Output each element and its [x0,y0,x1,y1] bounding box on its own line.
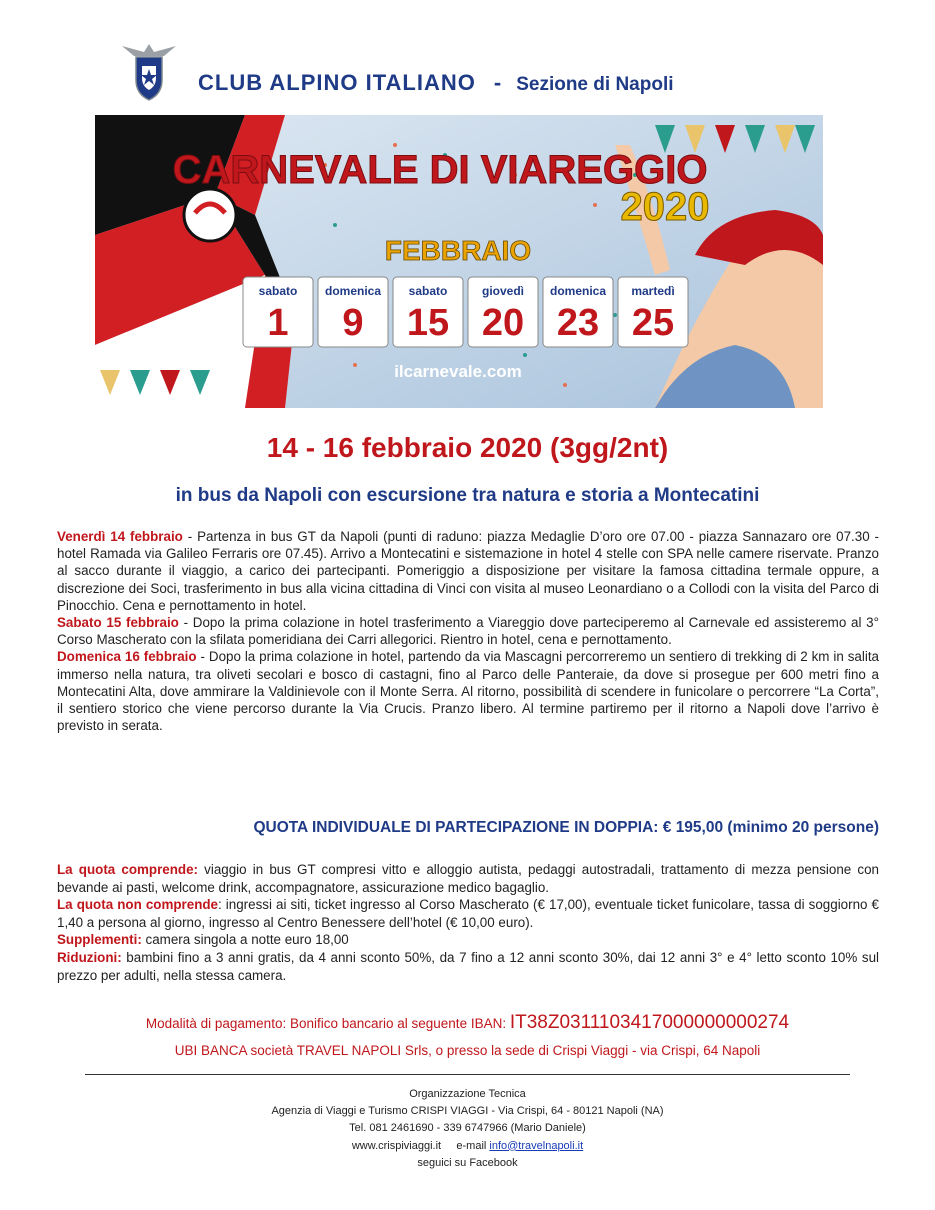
date-number: 15 [406,302,450,344]
date-card [543,277,613,347]
condition-text: : ingressi ai siti, ticket ingresso al Corso Mascherato (€ 17,00), eventuale ticket funicolare, tassa di soggiorno € 1,40 a persona al giorno, ingresso al Centro Benessere dell’hotel (€ 10,00 euro). [57,897,879,930]
itinerary-day-label: Sabato 15 febbraio [57,615,179,631]
payment-info [0,1012,935,1034]
condition-item [57,861,879,896]
date-weekday: giovedì [481,284,525,298]
date-weekday: martedì [631,284,675,298]
date-card [618,277,688,347]
date-weekday: sabato [408,284,448,298]
date-number: 23 [556,302,600,344]
org-name: CLUB ALPINO ITALIANO [198,70,476,95]
itinerary-day [57,614,879,648]
trip-subtitle: in bus da Napoli con escursione tra natura e storia a Montecatini [175,485,760,506]
header [118,40,818,102]
date-number: 9 [342,302,364,344]
payment-label: Modalità di pagamento: Bonifico bancario al seguente IBAN: [145,1016,510,1031]
date-number: 25 [631,302,675,344]
cai-logo-icon [118,40,180,102]
date-number: 1 [267,302,289,344]
banner-year: 2020 [620,185,710,229]
condition-item [57,931,879,949]
footer [0,1086,935,1172]
itinerary-day-text: - Dopo la prima colazione in hotel trasferimento a Viareggio dove parteciperemo al Carnevale ed assisteremo al 3° Corso Mascherato con la sfilata pomeridiana dei Carri allegorici. Rientro in hotel, cena e pernottamento. [57,615,879,648]
itinerary-day-label: Domenica 16 febbraio [57,649,197,665]
carnival-banner [95,115,823,408]
date-weekday: sabato [258,284,298,298]
date-number: 20 [481,302,525,344]
date-weekday: domenica [549,284,607,298]
org-title [198,70,674,96]
date-card [468,277,538,347]
header-separator: - [493,70,503,95]
condition-text: viaggio in bus GT compresi vitto e alloggio autista, pedaggi autostradali, trattamento di mezza pensione con bevande ai pasti, welcome drink, accompagnatore, assicurazione medico bagaglio. [57,862,879,895]
trip-title: 14 - 16 febbraio 2020 (3gg/2nt) [266,432,669,463]
date-card [393,277,463,347]
condition-text: bambini fino a 3 anni gratis, da 4 anni sconto 50%, da 7 fino a 12 anni sconto 30%, dai 12 anni 3° e 4° letto sconto 10% sul prezzo per adulti, nella stessa camera. [57,949,879,983]
footer-agency: Agenzia di Viaggi e Turismo CRISPI VIAGGI - Via Crispi, 64 - 80121 Napoli (NA) [271,1105,664,1118]
conditions [57,861,879,984]
date-card [243,277,313,347]
itinerary-day-text: - Dopo la prima colazione in hotel, partendo da via Mascagni percorreremo un sentiero di trekking di 2 km in salita immerso nella natura, tra oliveti secolari e bosco di castagni, fino al Parco delle Panteraie, da dove si prosegue per 600 metri fino a Montecatini Alta, dove ammirare la Valdinievole con il Monte Serra. Al ritorno, possibilità di scendere in funicolare o percorrere “La Corta”, il sentiero storico che viene percorso durante la Via Crucis. Pranzo libero. Al termine partiremo per il ritorno a Napoli dove l’arrivo è previsto in serata. [57,649,879,734]
condition-label: La quota comprende: [57,862,199,877]
bank-info: UBI BANCA società TRAVEL NAPOLI Srls, o presso la sede di Crispi Viaggi - via Crispi, 64 Napoli [174,1043,761,1058]
footer-email-link[interactable]: info@travelnapoli.it [489,1139,584,1152]
date-card [318,277,388,347]
condition-label: Supplementi: [57,932,142,948]
itinerary-day-label: Venerdì 14 febbraio [57,529,183,544]
itinerary-day [57,648,879,734]
section-name: Sezione di Napoli [516,74,674,95]
condition-text: camera singola a notte euro 18,00 [141,932,349,948]
iban: IT38Z0311103417000000000274 [509,1012,790,1033]
condition-label: Riduzioni: [57,949,122,965]
footer-contacts [0,1138,935,1155]
footer-website[interactable]: www.crispiviaggi.it [351,1139,442,1152]
condition-item [57,949,879,984]
divider [85,1074,850,1075]
footer-phone: Tel. 081 2461690 - 339 6747966 (Mario Daniele) [349,1122,586,1135]
itinerary-day-text: - Partenza in bus GT da Napoli (punti di raduno: piazza Medaglie D’oro ore 07.00 - piazza Sannazaro ore 07.30 - hotel Ramada via Galileo Ferraris ore 07.45). Arrivo a Montecatini e sistemazione in hotel 4 stelle con SPA nelle camere riservate. Pranzo al sacco durante il viaggio, a carico dei partecipanti. Pomeriggio a disposizione per visitare la famosa cittadina termale oppure, a discrezione dei Soci, trasferimento in bus alla vicina cittadina di Vinci con visita al museo Leonardiano o a Collodi con la visita del Parco di Pinocchio. Cena e pernottamento in hotel. [57,529,880,613]
footer-facebook: seguici su Facebook [417,1156,518,1169]
price-quote: QUOTA INDIVIDUALE DI PARTECIPAZIONE IN DOPPIA: € 195,00 (minimo 20 persone) [253,819,879,836]
footer-email-label: e-mail [456,1139,487,1152]
banner-headline: CARNEVALE DI VIAREGGIO [172,148,708,192]
date-weekday: domenica [324,284,382,298]
banner-month: FEBBRAIO [384,235,532,266]
itinerary-day [57,528,879,614]
condition-item [57,896,879,931]
footer-org-label: Organizzazione Tecnica [409,1088,526,1100]
condition-label: La quota non comprende [57,897,219,913]
banner-website: ilcarnevale.com [394,362,522,381]
itinerary [57,528,879,734]
